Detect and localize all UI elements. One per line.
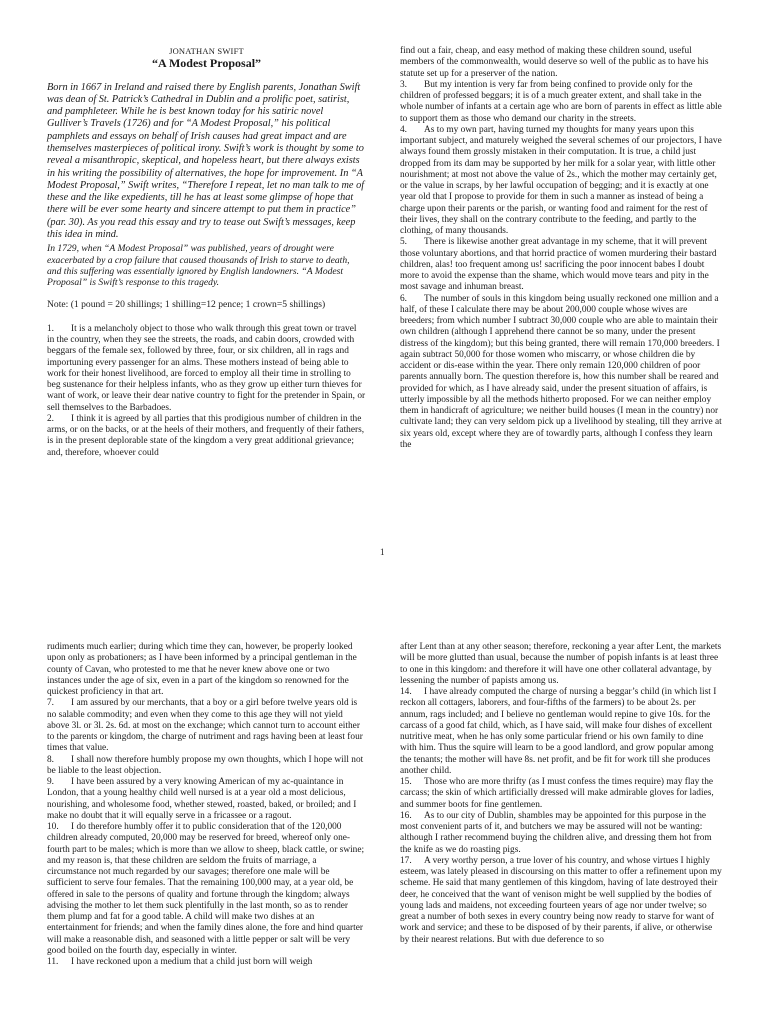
numbered-paragraph xyxy=(47,822,366,957)
paragraph-text: I have been assured by a very knowing American of my ac-quaintance in London, that a young healthy child well nursed is at a year old a most delicious, nourishing, and wholesome food, whether stewed, roasted, baked, or broiled; and I make no doubt that it will equally serve in a fricassee or a ragout. xyxy=(47,777,357,821)
numbered-paragraph xyxy=(400,237,722,293)
paragraph-number: 7. xyxy=(47,698,55,709)
currency-note: Note: (1 pound = 20 shillings; 1 shilling=12 pence; 1 crown=5 shillings) xyxy=(47,298,326,310)
paragraph-text: I have already computed the charge of nursing a beggar’s child (in which list I reckon all cottagers, laborers, and four-fifths of the farmers) to be about 2s. per annum, rags included; and I believe no gentleman would repine to give 10s. for the carcass of a good fat child, which, as I have said, will make four dishes of excellent nutritive meat, when he has only some particular friend or his own family to dine with him. Thus the squire will learn to be a good landlord, and grow popular among the tenants; the mother will have 8s. net profit, and be fit for work till she produces another child. xyxy=(400,687,717,776)
document-page-2 xyxy=(0,632,768,1024)
paragraph-text: As to our city of Dublin, shambles may be appointed for this purpose in the most convenient parts of it, and butchers we may be assured will not be wanting: although I rather recommend buying the children alive, and dressing them hot from the knife as we do roasting pigs. xyxy=(400,810,712,855)
numbered-paragraph xyxy=(47,777,366,822)
numbered-paragraph xyxy=(47,698,366,754)
paragraph-number: 10. xyxy=(47,822,59,832)
paragraph-number: 4. xyxy=(400,124,408,135)
paragraph-text: I think it is agreed by all parties that this prodigious number of children in the arms, or on the backs, or at the heels of their mothers, and frequently of their fathers, is in the present deplorable state of the kingdom a very great additional grievance; and, therefore, whoever could xyxy=(47,413,365,458)
page-number: 1 xyxy=(380,547,385,557)
left-column xyxy=(47,642,366,968)
paragraph-text: There is likewise another great advantage in my scheme, that it will prevent those voluntary abortions, and that horrid practice of women murdering their bastard children, alas! too frequent among us! sacrificing the poor innocent babes I doubt more to avoid the expense than the shame, which would move tears and pity in the most savage and inhuman breast. xyxy=(400,237,717,293)
paragraph-number: 16. xyxy=(400,810,412,821)
intro-paragraph: Born in 1667 in Ireland and raised there by English parents, Jonathan Swift was dean of St. Patrick’s Cathedral in Dublin and a prolific poet, satirist, and pamphleteer. While he is best known today for his satiric novel Gulliver’s Travels (1726) and for “A Modest Proposal,” his political pamphlets and essays on behalf of Irish causes had great impact and are themselves masterpieces of political irony. Swift’s work is thought by some to reveal a misanthropic, skeptical, and hopeless heart, but there always exists in his writing the possibility of alternatives, the hope for improvement. In “A Modest Proposal,” Swift writes, “Therefore I repeat, let no man talk to me of these and the like expedients, till he has at least some glimpse of hope that there will be ever some hearty and sincere attempt to put them in practice” (par. 30). As you read this essay and try to tease out Swift’s messages, keep this idea in mind. xyxy=(47,81,365,241)
left-column xyxy=(47,46,366,459)
numbered-paragraph xyxy=(400,811,722,856)
paragraph-text: Those who are more thrifty (as I must confess the times require) may flay the carcass; the skin of which artificially dressed will make admirable gloves for ladies, and summer boots for fine gentlemen. xyxy=(400,777,714,810)
numbered-paragraph xyxy=(400,856,722,946)
author-name: JONATHAN SWIFT xyxy=(169,46,244,56)
continued-paragraph: after Lent than at any other season; therefore, reckoning a year after Lent, the markets will be more glutted than usual, because the number of popish infants is at least three to one in this kingdom: and therefore it will have one other collateral advantage, by lessening the number of papists among us. xyxy=(400,642,722,686)
paragraph-number: 15. xyxy=(400,777,412,787)
paragraph-text: It is a melancholy object to those who walk through this great town or travel in the country, when they see the streets, the roads, and cabin doors, crowded with beggars of the female sex, followed by three, four, or six children, all in rags and importuning every passenger for an alms. These mothers instead of being able to work for their honest livelihood, are forced to employ all their time in strolling to beg sustenance for their helpless infants, who as they grow up either turn thieves for want of work, or leave their dear native country to fight for the pretender in Spain, or sell themselves to the Barbadoes. xyxy=(47,323,366,413)
paragraph-number: 2. xyxy=(47,413,55,424)
paragraph-text: But my intention is very far from being confined to provide only for the children of professed beggars; it is of a much greater extent, and shall take in the whole number of infants at a certain age who are born of parents in effect as little able to support them as those who demand our charity in the streets. xyxy=(400,79,722,124)
paragraph-text: I shall now therefore humbly propose my own thoughts, which I hope will not be liable to the least objection. xyxy=(47,754,364,776)
paragraph-number: 5. xyxy=(400,237,408,248)
paragraph-text: I am assured by our merchants, that a boy or a girl before twelve years old is no salable commodity; and even when they come to this age they will not yield above 3l. or 3l. 2s. 6d. at most on the exchange; which cannot turn to account either to the parents or kingdom, the charge of nutriment and rags having been at least four times that value. xyxy=(47,698,363,754)
paragraph-text: A very worthy person, a true lover of his country, and whose virtues I highly esteem, was lately pleased in discoursing on this matter to offer a refinement upon my scheme. He said that many gentlemen of this kingdom, having of late destroyed their deer, he conceived that the want of venison might be well supplied by the bodies of young lads and maidens, not exceeding fourteen years of age nor under twelve; so great a number of both sexes in every country being now ready to starve for want of work and service; and these to be disposed of by their parents, if alive, or otherwise by their nearest relations. But with due deference to so xyxy=(400,855,722,945)
numbered-paragraph xyxy=(47,414,366,459)
page-separator xyxy=(0,576,768,632)
right-column xyxy=(400,46,722,451)
numbered-paragraph xyxy=(47,324,366,414)
paragraph-text: The number of souls in this kingdom being usually reckoned one million and a half, of these I calculate there may be about 200,000 couple whose wives are breeders; from which number I subtract 30,000 couple who are able to maintain their own children (although I apprehend there cannot be so many, under the present distress of the kingdom); but this being granted, there will remain 170,000 breeders. I again subtract 50,000 for those women who miscarry, or whose children die by accident or dis-ease within the year. There only remain 120,000 children of poor parents annually born. The question therefore is, how this number shall be reared and provided for which, as I have already said, under the present situation of affairs, is utterly impossible by all the methods hitherto proposed. For we can neither employ them in handicraft of agriculture; we neither build houses (I mean in the country) nor cultivate land; they can very seldom pick up a livelihood by stealing, till they arrive at six years old, except where they are of towardly parts, although I confess they learn the xyxy=(400,293,722,450)
paragraph-text: I do therefore humbly offer it to public consideration that of the 120,000 children already computed, 20,000 may be reserved for breed, whereof only one-fourth part to be males; which is more than we allow to sheep, black cattle, or swine; and my reason is, that these children are seldom the fruits of marriage, a circumstance not much regarded by our savages; therefore one male will be sufficient to serve four females. That the remaining 100,000 may, at a year old, be offered in sale to the persons of quality and fortune through the kingdom; always advising the mother to let them suck plentifully in the last month, so as to render them plump and fat for a good table. A child will make two dishes at an entertainment for friends; and when the family dines alone, the fore and hind quarter will make a reasonable dish, and seasoned with a little pepper or salt will be very good boiled on the fourth day, especially in winter. xyxy=(47,822,365,956)
numbered-paragraph xyxy=(400,687,722,777)
paragraph-number: 11. xyxy=(47,957,59,967)
essay-title: “A Modest Proposal” xyxy=(151,56,262,71)
paragraph-number: 17. xyxy=(400,855,412,866)
numbered-paragraph xyxy=(400,777,722,811)
numbered-paragraph xyxy=(47,755,366,778)
paragraph-number: 1. xyxy=(47,323,55,334)
numbered-paragraph xyxy=(400,294,722,452)
paragraph-number: 6. xyxy=(400,293,408,304)
continued-paragraph: rudiments much earlier; during which time they can, however, be properly looked upon only as probationers; as I have been informed by a principal gentleman in the county of Cavan, who protested to me that he never knew above one or two instances under the age of six, even in a part of the kingdom so renowned for the quickest proficiency in that art. xyxy=(47,642,357,697)
paragraph-number: 9. xyxy=(47,777,55,787)
numbered-paragraph xyxy=(400,80,722,125)
paragraph-number: 3. xyxy=(400,79,408,90)
paragraph-number: 14. xyxy=(400,687,412,697)
paragraph-text: I have reckoned upon a medium that a child just born will weigh xyxy=(71,957,313,967)
paragraph-text: As to my own part, having turned my thoughts for many years upon this important subject, and maturely weighed the several schemes of our projectors, I have always found them grossly mistaken in their computation. It is true, a child just dropped from its dam may be supported by her milk for a solar year, with little other nourishment; at most not above the value of 2s., which the mother may certainly get, or the value in scraps, by her lawful occupation of begging; and it is exactly at one year old that I propose to provide for them in such a manner as instead of being a charge upon their parents or the parish, or wanting food and raiment for the rest of their lives, they shall on the contrary contribute to the feeding, and partly to the clothing, of many thousands. xyxy=(400,124,722,236)
numbered-paragraph xyxy=(400,125,722,238)
right-column xyxy=(400,642,722,946)
numbered-paragraph xyxy=(47,957,366,968)
continued-paragraph: find out a fair, cheap, and easy method of making these children sound, useful members of the commonwealth, would deserve so well of the public as to have his statute set up for a preserver of the nation. xyxy=(400,46,709,79)
paragraph-number: 8. xyxy=(47,754,55,765)
context-paragraph: In 1729, when “A Modest Proposal” was published, years of drought were exacerbated by a crop failure that caused thousands of Irish to starve to death, and this suffering was essentially ignored by English landowners. “A Modest Proposal” is Swift’s response to this tragedy. xyxy=(47,243,350,289)
